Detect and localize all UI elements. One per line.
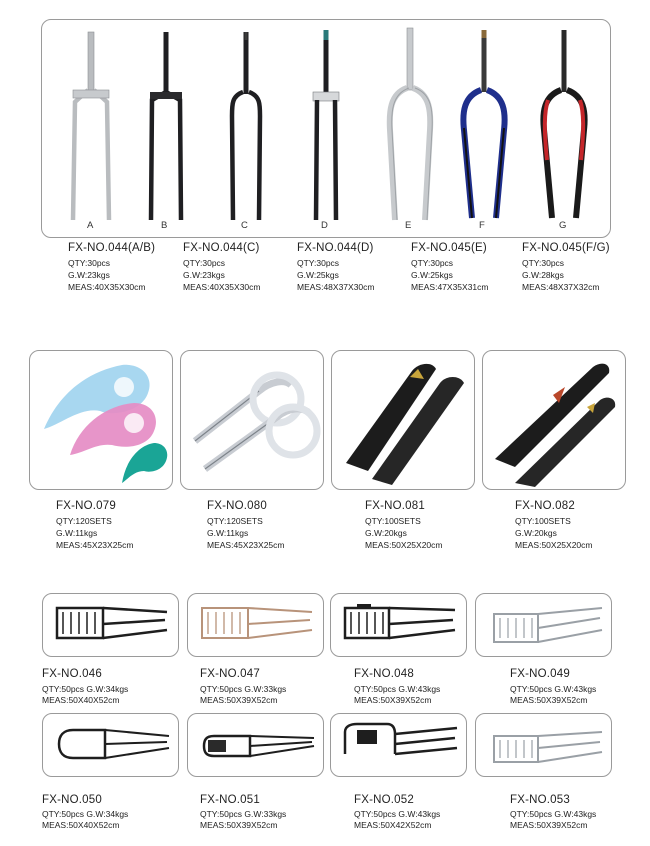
product-model: FX-NO.048: [354, 668, 414, 680]
product-meas: MEAS:50X25X20cm: [515, 540, 593, 550]
rack-053-box: [475, 713, 612, 777]
fork-letter-c: C: [241, 220, 248, 231]
fork-letter-d: D: [321, 220, 328, 231]
product-model: FX-NO.079: [56, 500, 116, 512]
fork-letter-g: G: [559, 220, 567, 231]
product-meas: MEAS:50X39X52cm: [200, 695, 278, 705]
guard-082-box: [482, 350, 626, 490]
product-meas: MEAS:40X35X30cm: [68, 282, 146, 292]
fork-c-image: [232, 32, 260, 220]
product-meas: MEAS:50X42X52cm: [354, 820, 432, 830]
product-meas: MEAS:48X37X32cm: [522, 282, 600, 292]
rack-050-image: [43, 714, 179, 777]
product-meas: MEAS:50X25X20cm: [365, 540, 443, 550]
product-model: FX-NO.080: [207, 500, 267, 512]
rack-051-image: [188, 714, 324, 777]
product-weight: G.W:25kgs: [297, 270, 339, 280]
fork-f-image: [463, 30, 504, 218]
product-weight: G.W:25kgs: [411, 270, 453, 280]
product-model: FX-NO.047: [200, 668, 260, 680]
product-model: FX-NO.044(D): [297, 242, 374, 254]
product-qty: QTY:30pcs: [522, 258, 565, 268]
fork-g-image: [543, 30, 584, 218]
product-meas: MEAS:50X39X52cm: [510, 695, 588, 705]
product-meas: MEAS:45X23X25cm: [207, 540, 285, 550]
product-model: FX-NO.051: [200, 794, 260, 806]
product-meas: MEAS:50X39X52cm: [200, 820, 278, 830]
rack-048-box: [330, 593, 467, 657]
fork-e-image: [390, 28, 433, 220]
product-model: FX-NO.044(A/B): [68, 242, 156, 254]
product-spec-line: QTY:50pcs G.W:43kgs: [354, 684, 441, 694]
product-model: FX-NO.044(C): [183, 242, 260, 254]
forks-panel: [41, 19, 611, 238]
product-model: FX-NO.045(F/G): [522, 242, 610, 254]
product-meas: MEAS:50X40X52cm: [42, 695, 120, 705]
product-spec-line: QTY:50pcs G.W:33kgs: [200, 684, 287, 694]
product-meas: MEAS:50X39X52cm: [510, 820, 588, 830]
product-model: FX-NO.050: [42, 794, 102, 806]
product-qty: QTY:120SETS: [207, 516, 263, 526]
product-spec-line: QTY:50pcs G.W:33kgs: [200, 809, 287, 819]
fork-d-image: [313, 30, 339, 220]
product-model: FX-NO.052: [354, 794, 414, 806]
product-spec-line: QTY:50pcs G.W:43kgs: [354, 809, 441, 819]
rack-047-box: [187, 593, 324, 657]
chain-guard-079-image: [30, 351, 173, 490]
chain-guard-082-image: [483, 351, 626, 490]
product-qty: QTY:30pcs: [411, 258, 454, 268]
product-weight: G.W:20kgs: [515, 528, 557, 538]
fork-b-image: [150, 32, 182, 220]
rack-051-box: [187, 713, 324, 777]
product-weight: G.W:11kgs: [56, 528, 98, 538]
forks-illustration: [42, 20, 611, 238]
product-model: FX-NO.046: [42, 668, 102, 680]
rack-050-box: [42, 713, 179, 777]
product-weight: G.W:23kgs: [68, 270, 110, 280]
product-meas: MEAS:45X23X25cm: [56, 540, 134, 550]
product-qty: QTY:120SETS: [56, 516, 112, 526]
product-qty: QTY:100SETS: [515, 516, 571, 526]
rack-052-image: [331, 714, 467, 777]
rack-047-image: [188, 594, 324, 657]
product-weight: G.W:20kgs: [365, 528, 407, 538]
product-meas: MEAS:48X37X30cm: [297, 282, 375, 292]
rack-052-box: [330, 713, 467, 777]
product-meas: MEAS:40X35X30cm: [183, 282, 261, 292]
guard-079-box: [29, 350, 173, 490]
guard-081-box: [331, 350, 475, 490]
product-model: FX-NO.053: [510, 794, 570, 806]
rack-049-image: [476, 594, 612, 657]
chain-guard-080-image: [181, 351, 324, 490]
product-spec-line: QTY:50pcs G.W:43kgs: [510, 809, 597, 819]
rack-048-image: [331, 594, 467, 657]
fork-letter-b: B: [161, 220, 168, 231]
product-model: FX-NO.081: [365, 500, 425, 512]
product-meas: MEAS:47X35X31cm: [411, 282, 489, 292]
product-qty: QTY:30pcs: [183, 258, 226, 268]
rack-046-image: [43, 594, 179, 657]
rack-053-image: [476, 714, 612, 777]
product-model: FX-NO.045(E): [411, 242, 487, 254]
product-meas: MEAS:50X39X52cm: [354, 695, 432, 705]
product-weight: G.W:23kgs: [183, 270, 225, 280]
chain-guard-081-image: [332, 351, 475, 490]
fork-letter-f: F: [479, 220, 485, 231]
product-weight: G.W:28kgs: [522, 270, 564, 280]
rack-046-box: [42, 593, 179, 657]
product-qty: QTY:100SETS: [365, 516, 421, 526]
fork-a-image: [73, 32, 109, 220]
product-meas: MEAS:50X40X52cm: [42, 820, 120, 830]
product-spec-line: QTY:50pcs G.W:43kgs: [510, 684, 597, 694]
product-spec-line: QTY:50pcs G.W:34kgs: [42, 684, 129, 694]
product-weight: G.W:11kgs: [207, 528, 249, 538]
product-model: FX-NO.049: [510, 668, 570, 680]
product-qty: QTY:30pcs: [297, 258, 340, 268]
fork-letter-a: A: [87, 220, 94, 231]
product-qty: QTY:30pcs: [68, 258, 111, 268]
product-spec-line: QTY:50pcs G.W:34kgs: [42, 809, 129, 819]
product-model: FX-NO.082: [515, 500, 575, 512]
fork-letter-e: E: [405, 220, 412, 231]
rack-049-box: [475, 593, 612, 657]
guard-080-box: [180, 350, 324, 490]
